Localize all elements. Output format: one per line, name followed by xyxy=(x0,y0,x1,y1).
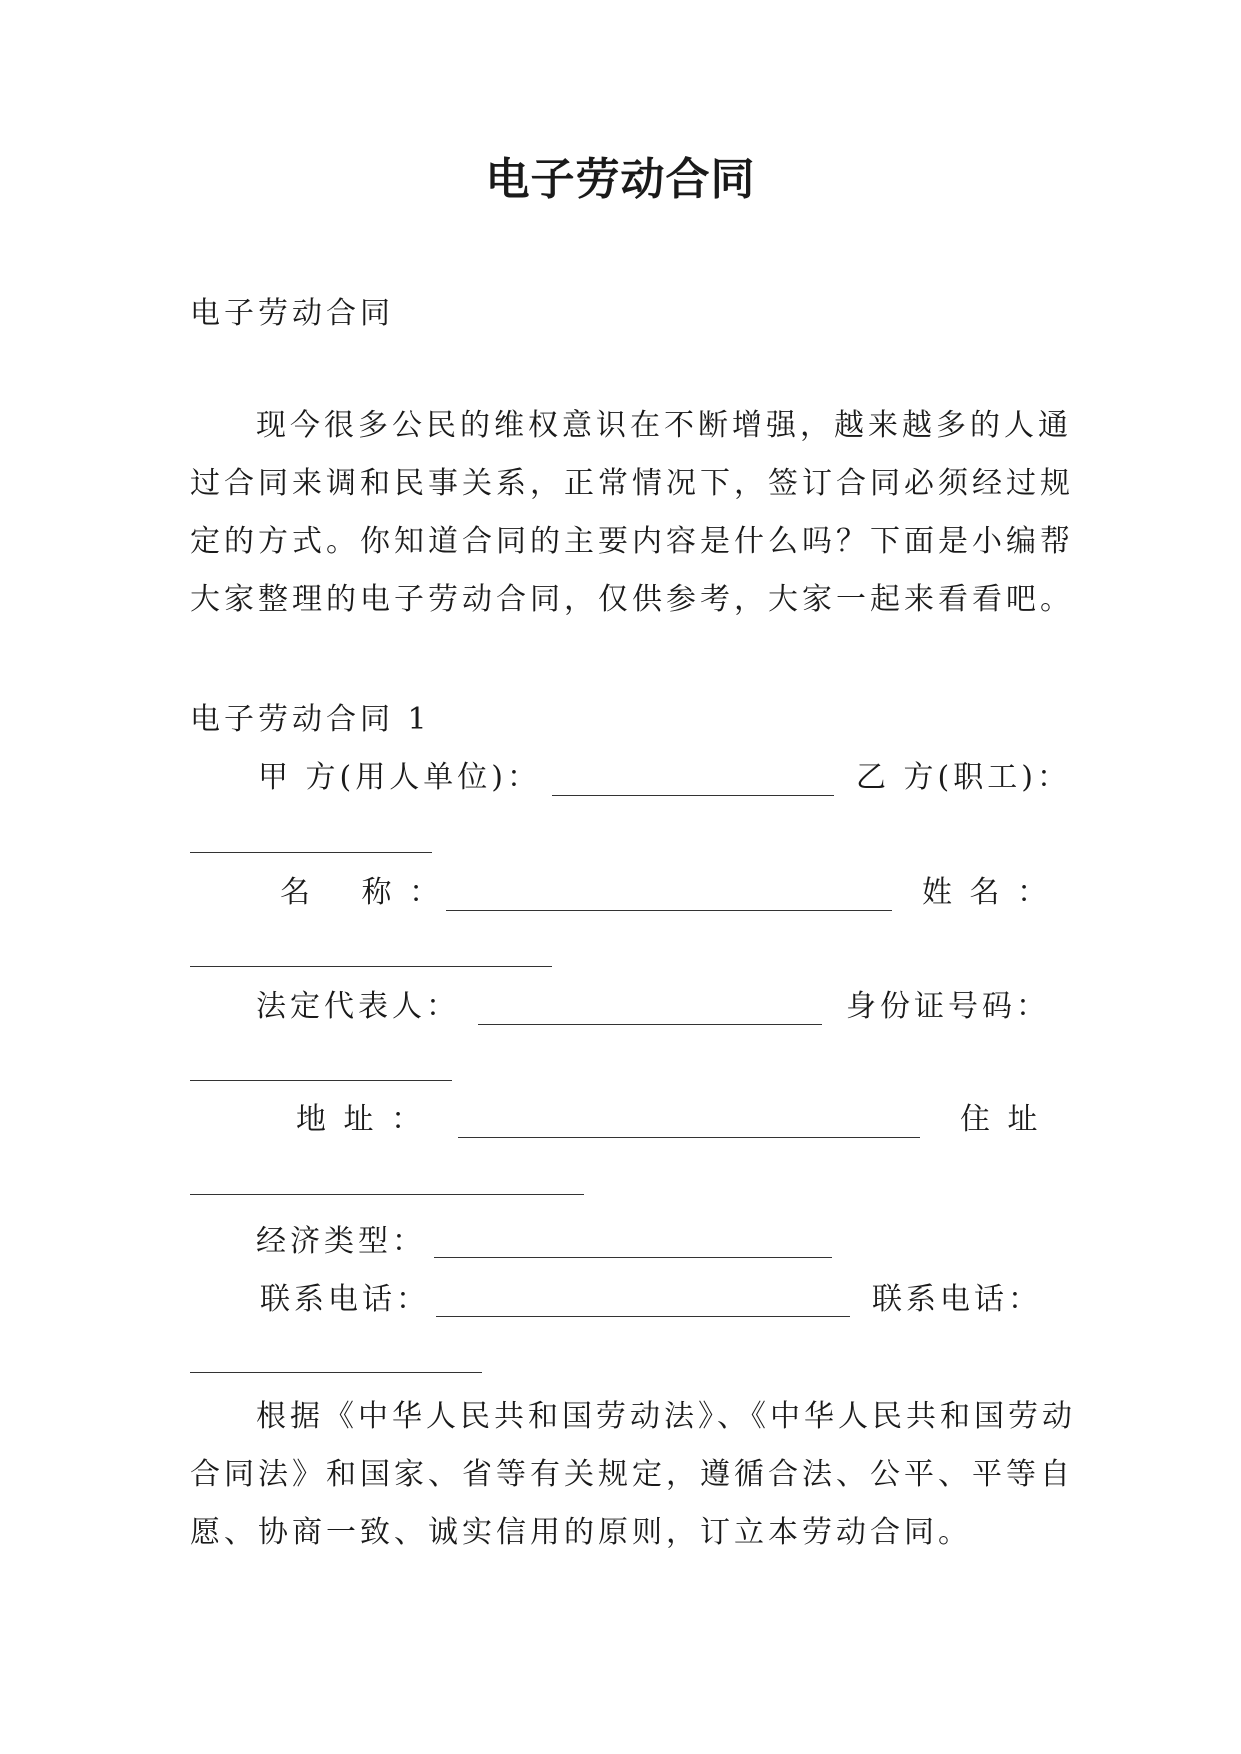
party-a-label: 甲 方(用人单位)： xyxy=(258,760,541,795)
legal-rep-label: 法定代表人： xyxy=(256,989,460,1024)
intro-line-3: 定的方式。你知道合同的主要内容是什么吗？下面是小编帮 xyxy=(190,524,1074,559)
legal-rep-blank xyxy=(478,1024,822,1025)
name-blank xyxy=(446,910,892,911)
basis-line-1: 根据《中华人民共和国劳动法》、《中华人民共和国劳动 xyxy=(256,1399,1076,1434)
intro-line-1: 现今很多公民的维权意识在不断增强，越来越多的人通 xyxy=(256,408,1072,443)
economic-type-label: 经济类型： xyxy=(256,1224,426,1259)
phone-b-label: 联系电话： xyxy=(872,1282,1042,1317)
id-number-label: 身份证号码： xyxy=(846,989,1050,1024)
party-b-label: 乙 方(职工)： xyxy=(856,760,1071,795)
residence-blank xyxy=(190,1194,584,1195)
person-name-label: 姓 名 ： xyxy=(922,875,1052,910)
id-number-blank xyxy=(190,1080,452,1081)
phone-a-label: 联系电话： xyxy=(260,1282,430,1317)
intro-line-4: 大家整理的电子劳动合同，仅供参考，大家一起来看看吧。 xyxy=(190,582,1074,617)
party-b-blank xyxy=(190,852,432,853)
section-title: 电子劳动合同 1 xyxy=(190,702,431,737)
address-label: 地 址 ： xyxy=(296,1102,426,1137)
economic-type-blank xyxy=(434,1257,832,1258)
intro-line-2: 过合同来调和民事关系，正常情况下，签订合同必须经过规 xyxy=(190,466,1074,501)
document-heading: 电子劳动合同 xyxy=(190,296,394,331)
phone-b-blank xyxy=(190,1372,482,1373)
basis-line-2: 合同法》和国家、省等有关规定，遵循合法、公平、平等自 xyxy=(190,1457,1074,1492)
phone-a-blank xyxy=(436,1316,850,1317)
person-name-blank xyxy=(190,966,552,967)
document-title: 电子劳动合同 xyxy=(485,154,756,205)
address-blank xyxy=(458,1137,920,1138)
residence-label: 住 址 xyxy=(960,1102,1042,1137)
party-a-blank xyxy=(552,795,834,796)
name-label: 名 称 ： xyxy=(280,875,444,910)
basis-line-3: 愿、协商一致、诚实信用的原则，订立本劳动合同。 xyxy=(190,1515,972,1550)
